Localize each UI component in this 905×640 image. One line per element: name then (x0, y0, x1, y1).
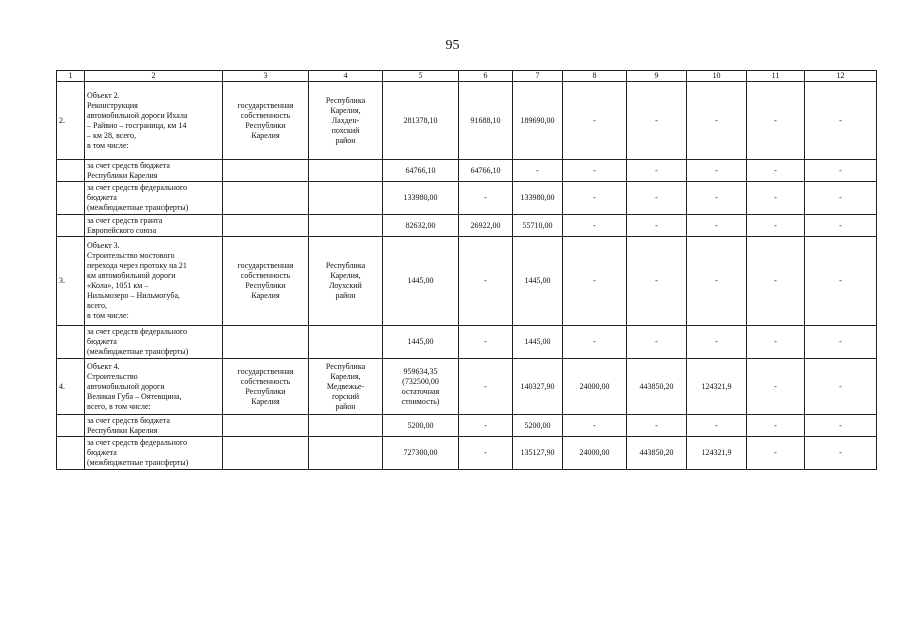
table-cell-col-9: - (627, 415, 687, 437)
table-cell-col-7: 135127,90 (513, 437, 563, 470)
table-cell-col-8: - (563, 182, 627, 215)
table-cell-col-1: 3. (57, 237, 85, 326)
column-number-8: 8 (563, 71, 627, 82)
table-cell-col-3: государственная собственность Республики Карелия (223, 237, 309, 326)
table-cell-col-3 (223, 326, 309, 359)
table-cell-col-12: - (805, 182, 877, 215)
table-cell-col-1 (57, 182, 85, 215)
table-cell-col-11: - (747, 237, 805, 326)
table-cell-col-9: - (627, 237, 687, 326)
table-cell-col-5: 133980,00 (383, 182, 459, 215)
table-cell-col-1: 2. (57, 82, 85, 160)
table-row (57, 160, 877, 182)
table-cell-col-9: - (627, 82, 687, 160)
table-cell-col-9: - (627, 182, 687, 215)
table-cell-col-8: 24000,00 (563, 359, 627, 415)
table-cell-col-6: - (459, 437, 513, 470)
table-cell-col-2: за счет средств бюджета Республики Карелия (85, 160, 223, 182)
table-cell-col-4 (309, 160, 383, 182)
table-row (57, 82, 877, 160)
table-cell-col-6: - (459, 237, 513, 326)
column-number-9: 9 (627, 71, 687, 82)
table-cell-col-5: 1445,00 (383, 326, 459, 359)
column-number-10: 10 (687, 71, 747, 82)
table-cell-col-12: - (805, 437, 877, 470)
table-cell-col-11: - (747, 415, 805, 437)
table-cell-col-4: Республика Карелия, Лоухский район (309, 237, 383, 326)
table-row (57, 215, 877, 237)
column-number-7: 7 (513, 71, 563, 82)
table-cell-col-5: 281378,10 (383, 82, 459, 160)
table-cell-col-10: - (687, 160, 747, 182)
header-row (57, 71, 877, 82)
table-cell-col-12: - (805, 237, 877, 326)
table-cell-col-10: 124321,9 (687, 359, 747, 415)
table-cell-col-11: - (747, 82, 805, 160)
column-number-3: 3 (223, 71, 309, 82)
table-cell-col-7: 55710,00 (513, 215, 563, 237)
table-cell-col-10: - (687, 326, 747, 359)
table-body (57, 71, 877, 470)
table-cell-col-2: Объект 3. Строительство мостового перехода через протоку на 21 км автомобильной дороги «Кола», 1051 км – Нильмозеро – Нильмогуба, всего, в том числе: (85, 237, 223, 326)
table-cell-col-10: - (687, 82, 747, 160)
table-cell-col-10: 124321,9 (687, 437, 747, 470)
column-number-4: 4 (309, 71, 383, 82)
table-cell-col-7: 133980,00 (513, 182, 563, 215)
table-cell-col-7: 1445,00 (513, 237, 563, 326)
table-cell-col-1 (57, 215, 85, 237)
table-cell-col-4: Республика Карелия, Лахден- похский район (309, 82, 383, 160)
table-cell-col-8: - (563, 160, 627, 182)
table-cell-col-6: 26922,00 (459, 215, 513, 237)
table-cell-col-7: 140327,90 (513, 359, 563, 415)
table-cell-col-4 (309, 215, 383, 237)
table-cell-col-7: 189690,00 (513, 82, 563, 160)
table-cell-col-12: - (805, 359, 877, 415)
table-cell-col-11: - (747, 326, 805, 359)
table-cell-col-6: 64766,10 (459, 160, 513, 182)
table-cell-col-10: - (687, 415, 747, 437)
table-cell-col-12: - (805, 415, 877, 437)
table-cell-col-1 (57, 326, 85, 359)
table-cell-col-12: - (805, 326, 877, 359)
table-cell-col-4 (309, 182, 383, 215)
table-cell-col-1 (57, 160, 85, 182)
table-cell-col-4 (309, 437, 383, 470)
table-cell-col-3: государственная собственность Республики Карелия (223, 359, 309, 415)
table-cell-col-10: - (687, 182, 747, 215)
table-cell-col-8: - (563, 215, 627, 237)
table-cell-col-2: за счет средств бюджета Республики Карелия (85, 415, 223, 437)
table-row (57, 415, 877, 437)
table-cell-col-6: - (459, 359, 513, 415)
column-number-2: 2 (85, 71, 223, 82)
table-cell-col-8: - (563, 415, 627, 437)
table-cell-col-10: - (687, 237, 747, 326)
table-cell-col-7: 1445,00 (513, 326, 563, 359)
table-cell-col-4 (309, 415, 383, 437)
table-cell-col-9: 443850,20 (627, 437, 687, 470)
table-cell-col-5: 5200,00 (383, 415, 459, 437)
table-cell-col-11: - (747, 215, 805, 237)
table-cell-col-3 (223, 182, 309, 215)
table-cell-col-9: - (627, 326, 687, 359)
table-cell-col-11: - (747, 437, 805, 470)
table-cell-col-11: - (747, 160, 805, 182)
table-cell-col-4: Республика Карелия, Медвежье- горский район (309, 359, 383, 415)
table-cell-col-5: 959634,35 (732500,00 остаточная стоимость) (383, 359, 459, 415)
table-cell-col-6: 91688,10 (459, 82, 513, 160)
table-cell-col-2: Объект 2. Реконструкция автомобильной дороги Ихала – Райвио – госграница, км 14 – км 28, всего, в том числе: (85, 82, 223, 160)
table-row (57, 237, 877, 326)
table-cell-col-11: - (747, 359, 805, 415)
table-cell-col-12: - (805, 215, 877, 237)
column-number-6: 6 (459, 71, 513, 82)
column-number-11: 11 (747, 71, 805, 82)
table-cell-col-5: 64766,10 (383, 160, 459, 182)
table-cell-col-9: 443850,20 (627, 359, 687, 415)
table-cell-col-2: за счет средств федерального бюджета (межбюджетные трансферты) (85, 437, 223, 470)
table-cell-col-6: - (459, 326, 513, 359)
table-row (57, 359, 877, 415)
table-cell-col-1 (57, 437, 85, 470)
table-row (57, 437, 877, 470)
table-cell-col-2: Объект 4. Строительство автомобильной дороги Великая Губа – Оятевщина, всего, в том числе: (85, 359, 223, 415)
table-cell-col-5: 727300,00 (383, 437, 459, 470)
table-cell-col-7: - (513, 160, 563, 182)
table-cell-col-8: 24000,00 (563, 437, 627, 470)
table-cell-col-8: - (563, 237, 627, 326)
table-cell-col-8: - (563, 326, 627, 359)
table-cell-col-3 (223, 160, 309, 182)
table-cell-col-10: - (687, 215, 747, 237)
table-cell-col-11: - (747, 182, 805, 215)
column-number-1: 1 (57, 71, 85, 82)
table-cell-col-3: государственная собственность Республики Карелия (223, 82, 309, 160)
table-cell-col-6: - (459, 182, 513, 215)
column-number-12: 12 (805, 71, 877, 82)
table-cell-col-2: за счет средств федерального бюджета (межбюджетные трансферты) (85, 326, 223, 359)
table-row (57, 326, 877, 359)
table-cell-col-6: - (459, 415, 513, 437)
table-cell-col-12: - (805, 160, 877, 182)
table-cell-col-4 (309, 326, 383, 359)
investment-table (56, 70, 877, 470)
table-cell-col-2: за счет средств федерального бюджета (межбюджетные трансферты) (85, 182, 223, 215)
table-cell-col-7: 5200,00 (513, 415, 563, 437)
table-cell-col-5: 1445,00 (383, 237, 459, 326)
table-cell-col-8: - (563, 82, 627, 160)
table-cell-col-3 (223, 215, 309, 237)
page-number: 95 (445, 38, 460, 53)
table-cell-col-9: - (627, 215, 687, 237)
table-row (57, 182, 877, 215)
table-cell-col-3 (223, 437, 309, 470)
table-cell-col-2: за счет средств гранта Европейского союза (85, 215, 223, 237)
table-cell-col-3 (223, 415, 309, 437)
column-number-5: 5 (383, 71, 459, 82)
table-cell-col-5: 82632,00 (383, 215, 459, 237)
table-cell-col-1 (57, 415, 85, 437)
table-cell-col-1: 4. (57, 359, 85, 415)
table-cell-col-9: - (627, 160, 687, 182)
table-cell-col-12: - (805, 82, 877, 160)
